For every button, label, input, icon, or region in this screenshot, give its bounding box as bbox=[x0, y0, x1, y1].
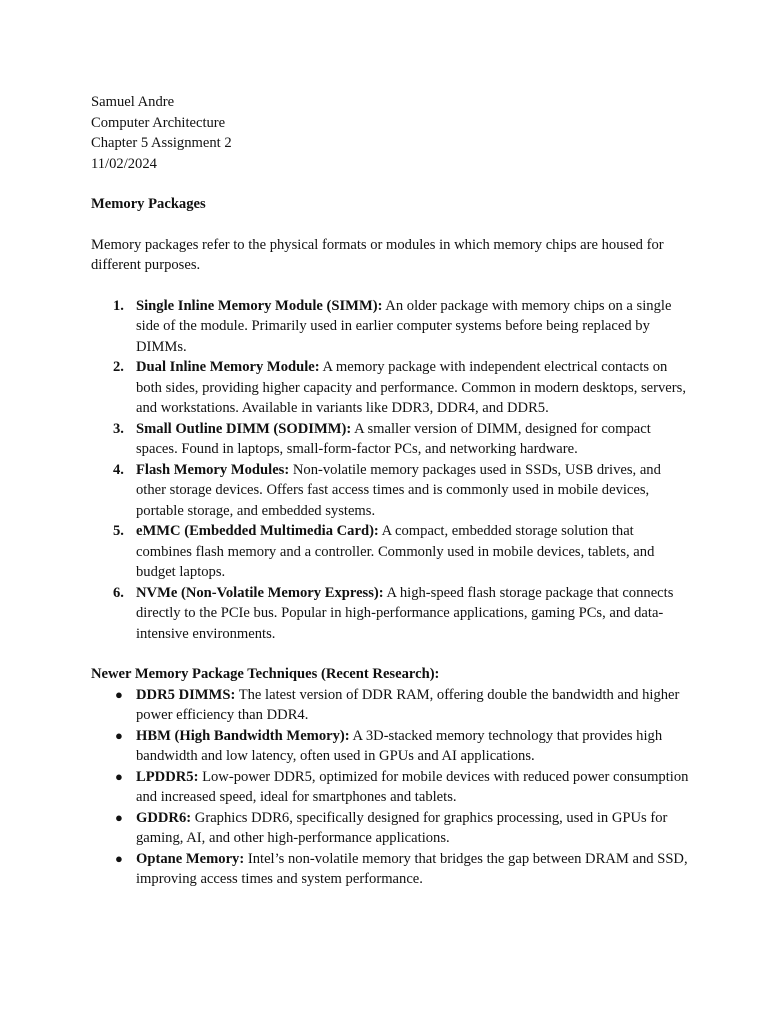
list-description: A compact, embedded storage solution that combines flash memory and a controller. Commonly used in mobile devices, tablets, and budget laptops. bbox=[136, 523, 655, 580]
newer-techniques-list bbox=[91, 685, 691, 890]
list-description: Graphics DDR6, specifically designed for graphics processing, used in GPUs for gaming, AI, and other high-performance applications. bbox=[136, 809, 668, 846]
list-item bbox=[91, 357, 691, 419]
bullet-icon: ● bbox=[115, 809, 123, 825]
list-item bbox=[91, 685, 691, 726]
section-heading: Memory Packages bbox=[91, 196, 206, 212]
list-number: 3. bbox=[113, 420, 124, 437]
list-item bbox=[91, 419, 691, 460]
list-term: Optane Memory: bbox=[136, 850, 245, 867]
list-term: NVMe (Non-Volatile Memory Express): bbox=[136, 584, 384, 601]
list-number: 4. bbox=[113, 461, 124, 478]
list-description: The latest version of DDR RAM, offering double the bandwidth and higher power efficiency than DDR4. bbox=[136, 686, 680, 723]
subsection-heading: Newer Memory Package Techniques (Recent Research): bbox=[91, 666, 440, 682]
bullet-icon: ● bbox=[115, 850, 123, 866]
list-description: A 3D-stacked memory technology that provides high bandwidth and low latency, often used in GPUs and AI applications. bbox=[136, 727, 663, 764]
list-number: 6. bbox=[113, 584, 124, 601]
list-term: Flash Memory Modules: bbox=[136, 461, 290, 478]
list-item bbox=[91, 296, 691, 358]
memory-packages-list bbox=[91, 296, 691, 645]
document-page bbox=[91, 92, 691, 890]
assignment-title: Chapter 5 Assignment 2 bbox=[91, 135, 232, 151]
list-item bbox=[91, 521, 691, 583]
list-term: Single Inline Memory Module (SIMM): bbox=[136, 297, 383, 314]
list-description: An older package with memory chips on a single side of the module. Primarily used in earlier computer systems before being replaced by DIMMs. bbox=[136, 297, 672, 355]
list-description: Non-volatile memory packages used in SSDs, USB drives, and other storage devices. Offers fast access times and is commonly used in mobile devices, portable storage, and embedded systems. bbox=[136, 461, 661, 519]
course-name: Computer Architecture bbox=[91, 114, 226, 131]
list-description: A high-speed flash storage package that connects directly to the PCIe bus. Popular in high-performance applications, gaming PCs, and data-intensive environments. bbox=[136, 584, 674, 642]
list-item bbox=[91, 583, 691, 645]
bullet-icon: ● bbox=[115, 686, 123, 702]
list-description: A smaller version of DIMM, designed for compact spaces. Found in laptops, small-form-factor PCs, and networking hardware. bbox=[136, 420, 651, 457]
list-term: Small Outline DIMM (SODIMM): bbox=[136, 420, 352, 437]
bullet-icon: ● bbox=[115, 727, 123, 743]
document-date: 11/02/2024 bbox=[91, 155, 157, 172]
list-number: 1. bbox=[113, 297, 124, 314]
list-number: 2. bbox=[113, 359, 124, 375]
list-item bbox=[91, 726, 691, 767]
list-description: Low-power DDR5, optimized for mobile devices with reduced power consumption and increased speed, ideal for smartphones and tablets. bbox=[136, 768, 689, 805]
list-item bbox=[91, 808, 691, 849]
list-term: DDR5 DIMMS: bbox=[136, 686, 236, 703]
list-item bbox=[91, 849, 691, 890]
list-term: GDDR6: bbox=[136, 809, 192, 826]
list-term: Dual Inline Memory Module: bbox=[136, 359, 320, 375]
list-term: HBM (High Bandwidth Memory): bbox=[136, 727, 350, 744]
list-description: Intel’s non-volatile memory that bridges the gap between DRAM and SSD, improving access times and system performance. bbox=[136, 850, 688, 887]
list-term: LPDDR5: bbox=[136, 768, 199, 785]
list-item bbox=[91, 460, 691, 522]
bullet-icon: ● bbox=[115, 768, 123, 784]
list-item bbox=[91, 767, 691, 808]
list-description: A memory package with independent electrical contacts on both sides, providing higher capacity and performance. Common in modern desktops, servers, and workstations. Available in variants like DDR3, DDR4, and DDR5. bbox=[136, 359, 686, 416]
author-name: Samuel Andre bbox=[91, 94, 175, 110]
list-term: eMMC (Embedded Multimedia Card): bbox=[136, 523, 379, 539]
list-number: 5. bbox=[113, 523, 124, 539]
intro-paragraph: Memory packages refer to the physical formats or modules in which memory chips are housed for different purposes. bbox=[91, 236, 664, 273]
